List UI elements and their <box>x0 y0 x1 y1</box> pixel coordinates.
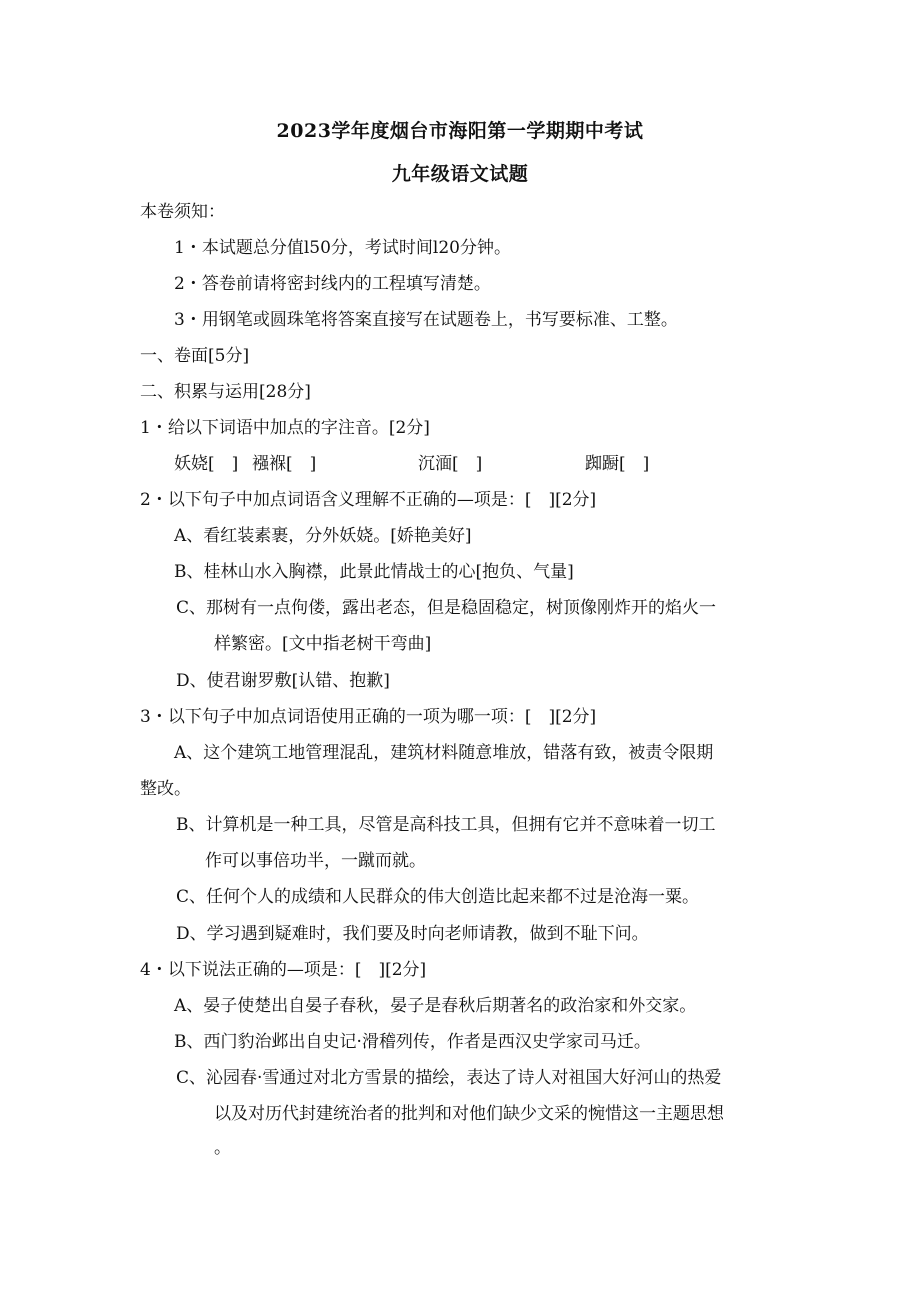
notice-item: 3・用钢笔或圆珠笔将答案直接写在试题卷上，书写要标准、工整。 <box>174 310 678 330</box>
answer-option-continuation: 。 <box>214 1138 231 1158</box>
answer-option: D、学习遇到疑难时，我们要及时向老师请教，做到不耻下问。 <box>176 924 649 944</box>
pinyin-word: 襁褓[ ] <box>252 454 317 474</box>
notice-item: 1・本试题总分值l50分，考试时间l20分钟。 <box>174 238 511 258</box>
pinyin-word: 妖娆[ ] <box>174 454 239 474</box>
answer-option-continuation: 作可以事倍功半，一蹴而就。 <box>205 851 426 871</box>
answer-option-continuation: 整改。 <box>140 779 191 799</box>
question-stem: 1・给以下词语中加点的字注音。[2分] <box>140 418 430 438</box>
answer-option: C、任何个人的成绩和人民群众的伟大创造比起来都不过是沧海一粟。 <box>176 887 700 907</box>
answer-option: C、沁园春·雪通过对北方雪景的描绘，表达了诗人对祖国大好河山的热爱 <box>176 1068 722 1088</box>
answer-option: A、这个建筑工地管理混乱，建筑材料随意堆放，错落有致，被责令限期 <box>174 743 714 763</box>
answer-option: A、晏子使楚出自晏子春秋，晏子是春秋后期著名的政治家和外交家。 <box>174 996 697 1016</box>
answer-option-continuation: 样繁密。[文中指老树干弯曲] <box>214 634 432 654</box>
answer-option: C、那树有一点佝偻，露出老态，但是稳固稳定，树顶像刚炸开的焰火一 <box>176 598 717 618</box>
section-heading: 二、积累与运用[28分] <box>140 382 311 402</box>
answer-option: D、使君谢罗敷[认错、抱歉] <box>176 671 390 691</box>
exam-subtitle: 九年级语文试题 <box>391 163 529 185</box>
pinyin-word: 沉湎[ ] <box>418 454 483 474</box>
section-heading: 一、卷面[5分] <box>140 346 250 366</box>
answer-option-continuation: 以及对历代封建统治者的批判和对他们缺少文采的惋惜这一主题思想 <box>214 1104 724 1124</box>
pinyin-word: 踟蹰[ ] <box>585 454 650 474</box>
answer-option: B、西门豹治邺出自史记·滑稽列传，作者是西汉史学家司马迁。 <box>174 1032 651 1052</box>
question-stem: 3・以下句子中加点词语使用正确的一项为哪一项：[ ][2分] <box>140 707 597 727</box>
question-stem: 2・以下句子中加点词语含义理解不正确的—项是：[ ][2分] <box>140 490 597 510</box>
notice-heading: 本卷须知： <box>140 202 225 222</box>
answer-option: A、看红装素裹，分外妖娆。[娇艳美好] <box>174 526 472 546</box>
answer-option: B、桂林山水入胸襟，此景此情战士的心[抱负、气量] <box>174 562 574 582</box>
answer-option: B、计算机是一种工具，尽管是高科技工具，但拥有它并不意味着一切工 <box>176 815 716 835</box>
notice-item: 2・答卷前请将密封线内的工程填写清楚。 <box>174 274 491 294</box>
question-stem: 4・以下说法正确的—项是：[ ][2分] <box>140 960 427 980</box>
exam-title: 2023学年度烟台市海阳第一学期期中考试 <box>276 120 644 142</box>
